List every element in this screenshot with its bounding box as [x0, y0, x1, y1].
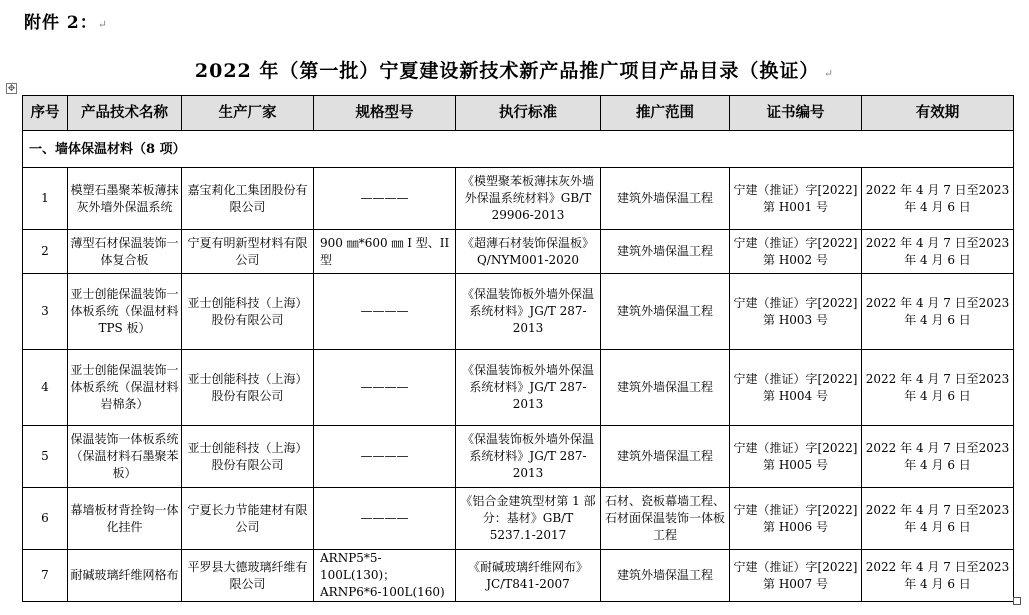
col-header-maker: 生产厂家	[182, 96, 314, 131]
cell-maker: 平罗县大德玻璃纤维有限公司	[182, 550, 314, 602]
cell-no: 1	[23, 168, 68, 230]
col-header-valid: 有效期	[862, 96, 1014, 131]
cell-scope: 建筑外墙保温工程	[601, 168, 730, 230]
cell-standard: 《保温装饰板外墙外保温系统材料》JG/T 287-2013	[456, 274, 601, 350]
document-title: 2022 年（第一批）宁夏建设新技术新产品推广项目产品目录（换证） ↵	[194, 60, 835, 82]
cell-name: 幕墙板材背拴钩一体化挂件	[68, 488, 182, 550]
col-header-standard: 执行标准	[456, 96, 601, 131]
cell-maker: 亚士创能科技（上海）股份有限公司	[182, 426, 314, 488]
cell-maker: 宁夏长力节能建材有限公司	[182, 488, 314, 550]
table-row	[23, 488, 1014, 550]
cell-maker: 宁夏有明新型材料有限公司	[182, 230, 314, 274]
cell-maker: 亚士创能科技（上海）股份有限公司	[182, 274, 314, 350]
category-row	[23, 131, 1014, 168]
cell-spec: ————	[314, 168, 456, 230]
cell-cert: 宁建（推证）字[2022]第 H007 号	[730, 550, 862, 602]
table-row	[23, 230, 1014, 274]
cell-spec: ARNP5*5-100L(130)；ARNP6*6-100L(160)	[314, 550, 456, 602]
col-header-cert: 证书编号	[730, 96, 862, 131]
cell-name: 亚士创能保温装饰一体板系统（保温材料 TPS 板）	[68, 274, 182, 350]
cell-valid: 2022 年 4 月 7 日至2023 年 4 月 6 日	[862, 168, 1014, 230]
attachment-label: 附件 2：↵	[24, 13, 108, 33]
col-header-no: 序号	[23, 96, 68, 131]
category-label: 一、墙体保温材料（8 项）	[23, 131, 1014, 168]
cell-maker: 亚士创能科技（上海）股份有限公司	[182, 350, 314, 426]
cell-standard: 《保温装饰板外墙外保温系统材料》JG/T 287-2013	[456, 426, 601, 488]
cell-scope: 石材、瓷板幕墙工程、石材面保温装饰一体板工程	[601, 488, 730, 550]
cell-name: 亚士创能保温装饰一体板系统（保温材料岩棉条）	[68, 350, 182, 426]
cell-standard: 《铝合金建筑型材第 1 部分：基材》GB/T 5237.1-2017	[456, 488, 601, 550]
cell-standard: 《耐碱玻璃纤维网布》JC/T841-2007	[456, 550, 601, 602]
cell-valid: 2022 年 4 月 7 日至2023 年 4 月 6 日	[862, 274, 1014, 350]
cell-no: 5	[23, 426, 68, 488]
cell-scope: 建筑外墙保温工程	[601, 230, 730, 274]
table-move-handle-icon[interactable]: ✥	[7, 84, 16, 94]
cell-maker: 嘉宝莉化工集团股份有限公司	[182, 168, 314, 230]
cell-no: 7	[23, 550, 68, 602]
cell-spec: ————	[314, 488, 456, 550]
cell-spec: ————	[314, 350, 456, 426]
cell-cert: 宁建（推证）字[2022]第 H006 号	[730, 488, 862, 550]
col-header-name: 产品技术名称	[68, 96, 182, 131]
col-header-spec: 规格型号	[314, 96, 456, 131]
table-row	[23, 168, 1014, 230]
cell-no: 2	[23, 230, 68, 274]
product-table	[22, 95, 1014, 602]
cell-name: 保温装饰一体板系统（保温材料石墨聚苯板）	[68, 426, 182, 488]
table-row	[23, 550, 1014, 602]
col-header-scope: 推广范围	[601, 96, 730, 131]
table-row	[23, 426, 1014, 488]
table-row	[23, 274, 1014, 350]
cell-valid: 2022 年 4 月 7 日至2023 年 4 月 6 日	[862, 488, 1014, 550]
table-resize-handle[interactable]	[1013, 597, 1021, 605]
cell-scope: 建筑外墙保温工程	[601, 350, 730, 426]
cell-scope: 建筑外墙保温工程	[601, 274, 730, 350]
cell-valid: 2022 年 4 月 7 日至2023 年 4 月 6 日	[862, 230, 1014, 274]
cell-no: 3	[23, 274, 68, 350]
cell-standard: 《保温装饰板外墙外保温系统材料》JG/T 287-2013	[456, 350, 601, 426]
cell-no: 4	[23, 350, 68, 426]
cell-valid: 2022 年 4 月 7 日至2023 年 4 月 6 日	[862, 426, 1014, 488]
table-header-row	[23, 96, 1014, 131]
cell-valid: 2022 年 4 月 7 日至2023 年 4 月 6 日	[862, 350, 1014, 426]
cell-cert: 宁建（推证）字[2022]第 H002 号	[730, 230, 862, 274]
cell-name: 薄型石材保温装饰一体复合板	[68, 230, 182, 274]
cell-standard: 《模塑聚苯板薄抹灰外墙外保温系统材料》GB/T 29906-2013	[456, 168, 601, 230]
cell-cert: 宁建（推证）字[2022]第 H001 号	[730, 168, 862, 230]
cell-scope: 建筑外墙保温工程	[601, 426, 730, 488]
table-row	[23, 350, 1014, 426]
cell-scope: 建筑外墙保温工程	[601, 550, 730, 602]
cell-name: 耐碱玻璃纤维网格布	[68, 550, 182, 602]
cell-cert: 宁建（推证）字[2022]第 H005 号	[730, 426, 862, 488]
cell-spec: ————	[314, 274, 456, 350]
cell-spec: ————	[314, 426, 456, 488]
cell-standard: 《超薄石材装饰保温板》Q/NYM001-2020	[456, 230, 601, 274]
cell-name: 模塑石墨聚苯板薄抹灰外墙外保温系统	[68, 168, 182, 230]
cell-cert: 宁建（推证）字[2022]第 H004 号	[730, 350, 862, 426]
cell-no: 6	[23, 488, 68, 550]
cell-valid: 2022 年 4 月 7 日至2023 年 4 月 6 日	[862, 550, 1014, 602]
cell-cert: 宁建（推证）字[2022]第 H003 号	[730, 274, 862, 350]
cell-spec: 900 ㎜*600 ㎜ I 型、II 型	[314, 230, 456, 274]
